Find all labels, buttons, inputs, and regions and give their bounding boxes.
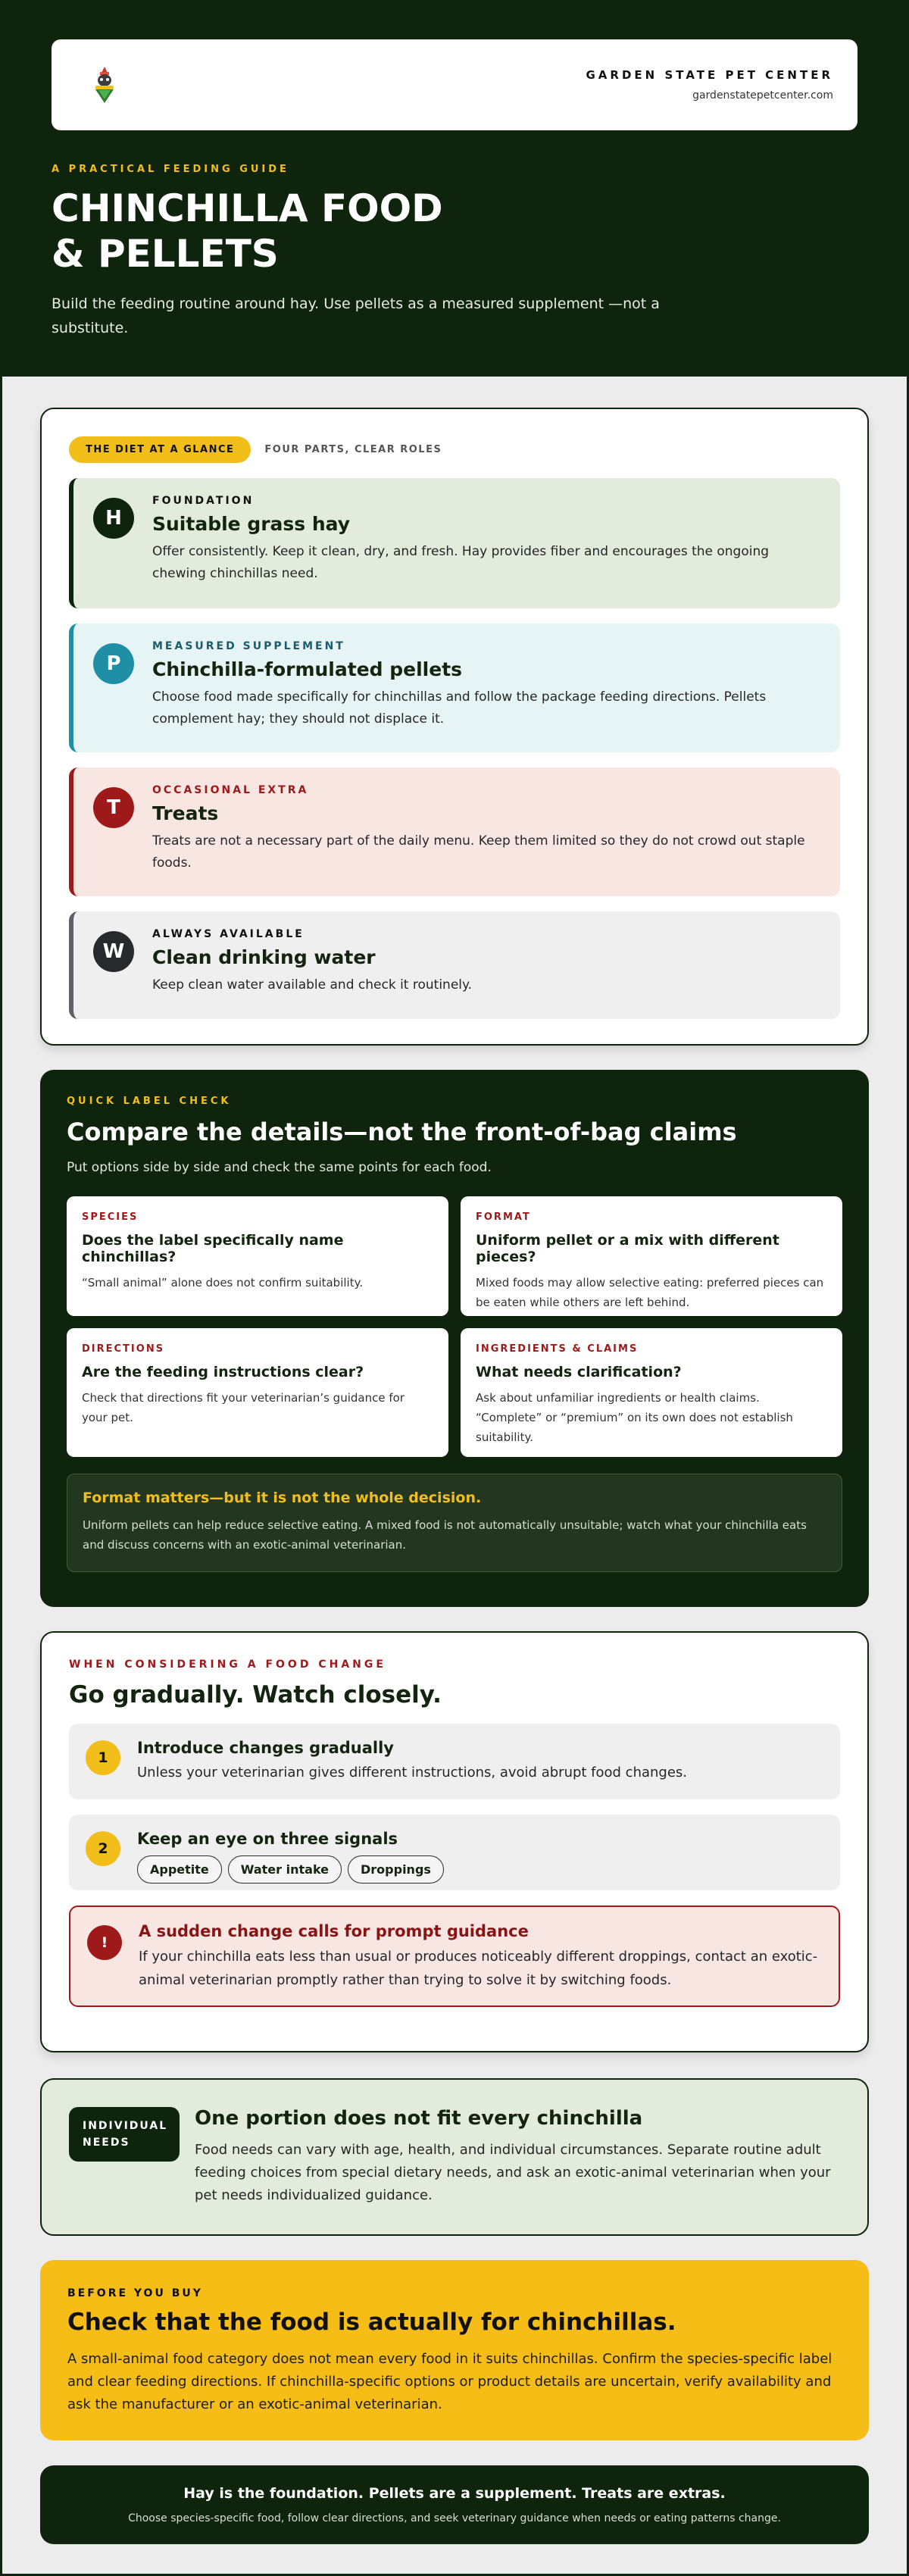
- buy-desc: A small-animal food category does not mean every food in it suits chinchillas. Confirm the species-specific label and clear feeding directions. If chinchilla-specific options or product details are uncertain, verify availability and ask the manufacturer or an exotic-animal veterinarian.: [67, 2351, 832, 2412]
- check-species: [67, 1196, 448, 1316]
- individual-title: One portion does not fit every chinchilla: [195, 2107, 643, 2130]
- individual-needs-card: [40, 2078, 869, 2236]
- step-desc: Unless your veterinarian gives different instructions, avoid abrupt food changes.: [137, 1765, 688, 1780]
- diet-item-desc: Choose food made specifically for chinchillas and follow the package feeding directions. Pellets complement hay; they should not displace it.: [152, 689, 767, 727]
- diet-item-title: Chinchilla-formulated pellets: [152, 658, 463, 680]
- label-check-grid: [67, 1196, 842, 1457]
- label-check-card: [40, 1070, 869, 1607]
- compare-subtitle: Put options side by side and check the same points for each food.: [67, 1160, 492, 1175]
- summary-footer: [40, 2465, 869, 2544]
- chip-droppings: Droppings: [348, 1855, 444, 1884]
- brand-block: [586, 68, 834, 102]
- diet-item-kicker: OCCASIONAL EXTRA: [152, 784, 309, 796]
- check-answer: Mixed foods may allow selective eating: preferred pieces can be eaten while others are left behind.: [476, 1276, 824, 1309]
- step-title: Keep an eye on three signals: [137, 1830, 398, 1848]
- page-title: [52, 186, 857, 277]
- check-question: Are the feeding instructions clear?: [82, 1364, 364, 1380]
- check-kicker: FORMAT: [476, 1211, 531, 1223]
- check-answer: “Small animal” alone does not confirm suitability.: [82, 1276, 364, 1290]
- alert-body: [139, 1922, 822, 2005]
- footer-desc: Choose species-specific food, follow clear directions, and seek veterinary guidance when needs or eating patterns change.: [128, 2512, 781, 2524]
- page-title-line2: & PELLETS: [52, 232, 279, 276]
- diet-at-a-glance-card: [40, 408, 869, 1046]
- step-three-signals: [69, 1815, 840, 1890]
- diet-item-body: [152, 495, 817, 592]
- pellets-letter-badge: P: [93, 643, 134, 684]
- compare-title: Compare the details—not the front-of-bag claims: [67, 1118, 737, 1146]
- step-number-badge: 2: [86, 1831, 120, 1866]
- check-kicker: INGREDIENTS & CLAIMS: [476, 1343, 639, 1355]
- diet-pill: THE DIET AT A GLANCE: [69, 436, 251, 463]
- diet-item-kicker: MEASURED SUPPLEMENT: [152, 640, 345, 652]
- change-title: Go gradually. Watch closely.: [69, 1681, 442, 1708]
- diet-item-body: [152, 640, 817, 736]
- diet-item-desc: Treats are not a necessary part of the daily menu. Keep them limited so they do not crowd out staple foods.: [152, 833, 805, 871]
- check-question: Does the label specifically name chinchillas?: [82, 1232, 344, 1265]
- diet-item-title: Treats: [152, 802, 219, 824]
- check-kicker: DIRECTIONS: [82, 1343, 165, 1355]
- footer-title: Hay is the foundation. Pellets are a supplement. Treats are extras.: [183, 2485, 726, 2502]
- diet-tag: FOUR PARTS, CLEAR ROLES: [264, 444, 442, 455]
- alert-icon: !: [87, 1925, 122, 1960]
- brand-url-link[interactable]: gardenstatepetcenter.com: [692, 89, 833, 102]
- buy-kicker: BEFORE YOU BUY: [67, 2287, 203, 2299]
- diet-item-body: [152, 928, 472, 1002]
- chinchilla-mascot-logo-icon[interactable]: [89, 65, 120, 105]
- water-letter-badge: W: [93, 931, 134, 972]
- diet-item-hay: [69, 478, 840, 608]
- step-body: [137, 1739, 687, 1799]
- individual-body: [195, 2107, 840, 2234]
- diet-item-desc: Keep clean water available and check it routinely.: [152, 977, 473, 993]
- check-directions: [67, 1328, 448, 1457]
- check-answer: Check that directions fit your veterinarian’s guidance for your pet.: [82, 1391, 405, 1424]
- diet-item-title: Suitable grass hay: [152, 513, 351, 535]
- buy-title: Check that the food is actually for chinchillas.: [67, 2309, 676, 2336]
- chip-appetite: Appetite: [137, 1855, 222, 1884]
- diet-item-body: [152, 784, 817, 880]
- hay-letter-badge: H: [93, 498, 134, 539]
- check-answer: Ask about unfamiliar ingredients or health claims. “Complete” or “premium” on its own does not establish suitability.: [476, 1391, 793, 1444]
- badge-line1: INDIVIDUAL: [83, 2120, 168, 2132]
- format-note-desc: Uniform pellets can help reduce selective eating. A mixed food is not automatically unsuitable; watch what your chinchilla eats and discuss concerns with an exotic-animal veterinarian.: [83, 1518, 807, 1552]
- diet-item-kicker: FOUNDATION: [152, 495, 255, 507]
- diet-item-treats: [69, 767, 840, 896]
- hero-section: [2, 0, 907, 377]
- diet-item-kicker: ALWAYS AVAILABLE: [152, 928, 305, 940]
- page-title-line1: CHINCHILLA FOOD: [52, 186, 443, 230]
- step-body: [137, 1830, 444, 1890]
- diet-item-pellets: [69, 624, 840, 752]
- badge-line2: NEEDS: [83, 2137, 130, 2149]
- sudden-change-alert: [69, 1905, 840, 2007]
- diet-item-title: Clean drinking water: [152, 946, 376, 968]
- alert-desc: If your chinchilla eats less than usual or produces noticeably different droppings, contact an exotic-animal veterinarian promptly rather than trying to solve it by switching foods.: [139, 1949, 818, 1988]
- before-you-buy-card: [40, 2260, 869, 2440]
- food-change-card: [40, 1631, 869, 2052]
- change-eyebrow: WHEN CONSIDERING A FOOD CHANGE: [69, 1658, 386, 1671]
- brand-name: GARDEN STATE PET CENTER: [586, 68, 833, 82]
- hero-eyebrow: A PRACTICAL FEEDING GUIDE: [52, 164, 289, 175]
- format-note: [67, 1474, 842, 1572]
- individual-needs-badge: [69, 2107, 180, 2162]
- chip-water-intake: Water intake: [228, 1855, 342, 1884]
- format-note-title: Format matters—but it is not the whole decision.: [83, 1490, 482, 1506]
- step-title: Introduce changes gradually: [137, 1739, 394, 1757]
- diet-item-water: [69, 911, 840, 1019]
- compare-eyebrow: QUICK LABEL CHECK: [67, 1096, 232, 1107]
- diet-item-desc: Offer consistently. Keep it clean, dry, and fresh. Hay provides fiber and encourages the ongoing chewing chinchillas need.: [152, 544, 770, 581]
- check-kicker: SPECIES: [82, 1211, 139, 1223]
- check-question: What needs clarification?: [476, 1364, 682, 1380]
- treats-letter-badge: T: [93, 787, 134, 828]
- step-number-badge: 1: [86, 1740, 120, 1775]
- individual-desc: Food needs can vary with age, health, and individual circumstances. Separate routine adult feeding choices from special dietary needs, and ask an exotic-animal veterinarian when your pet needs individualized guidance.: [195, 2142, 831, 2203]
- signal-chips: [137, 1855, 444, 1884]
- diet-header: [69, 436, 840, 463]
- check-question: Uniform pellet or a mix with different pieces?: [476, 1232, 779, 1265]
- check-ingredients: [461, 1328, 842, 1457]
- step-introduce-gradually: [69, 1724, 840, 1799]
- alert-title: A sudden change calls for prompt guidance: [139, 1922, 529, 1940]
- check-format: [461, 1196, 842, 1316]
- hero-subtitle: Build the feeding routine around hay. Use pellets as a measured supplement —not a substitute.: [52, 295, 660, 336]
- top-bar: [52, 39, 857, 130]
